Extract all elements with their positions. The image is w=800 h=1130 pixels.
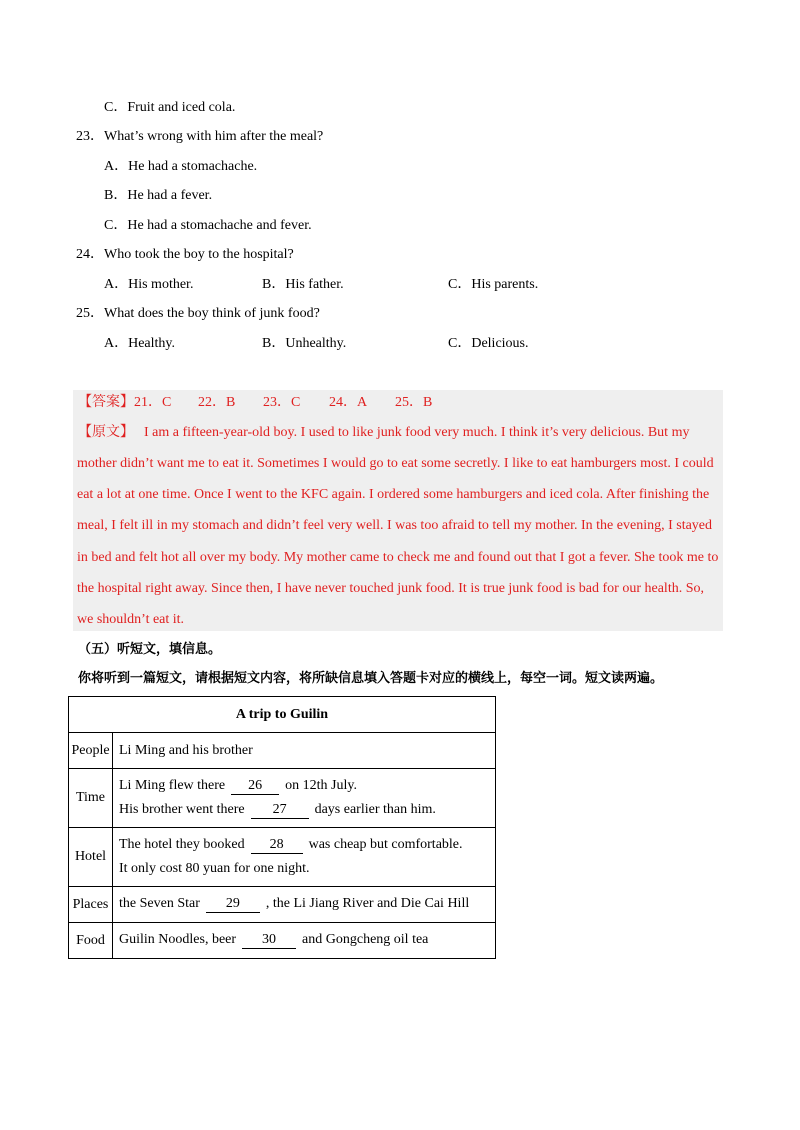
blank-27[interactable]: 27 xyxy=(251,802,309,819)
q23-option-a: A．He had a stomachache. xyxy=(104,159,258,174)
table-row-time xyxy=(69,769,496,828)
q23-stem: 23．What’s wrong with him after the meal? xyxy=(76,129,324,144)
time-label: Time xyxy=(69,769,113,828)
transcript-line-1: I am a fifteen-year-old boy. I used to like junk food very much. I think it’s very delicious. But my xyxy=(144,425,690,440)
blank-28[interactable]: 28 xyxy=(251,837,303,854)
section5-instruction: 你将听到一篇短文，请根据短文内容，将所缺信息填入答题卡对应的横线上，每空一词。短文读两遍。 xyxy=(78,671,664,686)
q24-option-b: B．His father. xyxy=(262,277,344,292)
time-line-2 xyxy=(119,798,489,822)
table-row-people xyxy=(69,733,496,769)
q25-stem: 25．What does the boy think of junk food? xyxy=(76,306,320,321)
food-label: Food xyxy=(69,923,113,959)
transcript-line-4: meal, I felt ill in my stomach and didn’t feel very well. I was too afraid to tell my mother. In the evening, I stayed xyxy=(77,518,713,533)
time-value xyxy=(113,769,496,828)
q22-option-c: C．Fruit and iced cola. xyxy=(104,100,236,115)
q25-option-b: B．Unhealthy. xyxy=(262,336,347,351)
people-label: People xyxy=(69,733,113,769)
answer-22: 22．B xyxy=(198,395,236,410)
food-value xyxy=(113,923,496,959)
hotel-line1-text: The hotel they booked xyxy=(119,837,245,852)
answer-23: 23．C xyxy=(263,395,301,410)
food-suffix: and Gongcheng oil tea xyxy=(302,932,429,947)
q23-option-b: B．He had a fever. xyxy=(104,188,213,203)
table-row-places xyxy=(69,887,496,923)
table-title: A trip to Guilin xyxy=(69,697,496,733)
time-line1-suffix: on 12th July. xyxy=(285,778,357,793)
hotel-label: Hotel xyxy=(69,828,113,887)
q24-stem: 24．Who took the boy to the hospital? xyxy=(76,247,294,262)
answer-row xyxy=(78,394,134,412)
food-text: Guilin Noodles, beer xyxy=(119,932,237,947)
q25-option-c: C．Delicious. xyxy=(448,336,529,351)
table-title-row xyxy=(69,697,496,733)
transcript-line-7: we shouldn’t eat it. xyxy=(77,612,185,627)
answer-label: 【答案】 xyxy=(78,395,134,410)
hotel-line-1 xyxy=(119,833,489,857)
hotel-value xyxy=(113,828,496,887)
hotel-line1-suffix: was cheap but comfortable. xyxy=(308,837,463,852)
places-suffix: , the Li Jiang River and Die Cai Hill xyxy=(265,896,470,911)
table-row-hotel xyxy=(69,828,496,887)
hotel-line-2: It only cost 80 yuan for one night. xyxy=(119,861,310,876)
blank-29[interactable]: 29 xyxy=(206,896,260,913)
q25-option-a: A．Healthy. xyxy=(104,336,176,351)
answer-25: 25．B xyxy=(395,395,433,410)
q24-option-c: C．His parents. xyxy=(448,277,539,292)
q23-option-c: C．He had a stomachache and fever. xyxy=(104,218,312,233)
time-line1-text: Li Ming flew there xyxy=(119,778,226,793)
q24-option-a: A．His mother. xyxy=(104,277,194,292)
transcript-line-5: in bed and felt hot all over my body. My mother came to check me and found out that I got a fever. She took me to xyxy=(77,550,719,565)
time-line2-text: His brother went there xyxy=(119,802,245,817)
answer-21: 21．C xyxy=(134,395,172,410)
time-line-1 xyxy=(119,774,489,798)
section5-title: （五）听短文，填信息。 xyxy=(78,642,222,657)
table-row-food xyxy=(69,923,496,959)
places-value xyxy=(113,887,496,923)
time-line2-suffix: days earlier than him. xyxy=(314,802,436,817)
places-text: the Seven Star xyxy=(119,896,200,911)
blank-30[interactable]: 30 xyxy=(242,932,296,949)
transcript-line-2: mother didn’t want me to eat it. Sometimes I would go to eat some secretly. I like to eat hamburgers most. I could xyxy=(77,456,714,471)
transcript-line-3: eat a lot at one time. Once I went to the KFC again. I ordered some hamburgers and iced cola. After finishing the xyxy=(77,487,710,502)
transcript-line-6: the hospital right away. Since then, I have never touched junk food. It is true junk food is bad for our health. So, xyxy=(77,581,704,596)
trip-table xyxy=(68,696,496,959)
answer-24: 24．A xyxy=(329,395,368,410)
transcript-label: 【原文】 xyxy=(78,425,134,440)
people-value: Li Ming and his brother xyxy=(113,733,496,769)
places-label: Places xyxy=(69,887,113,923)
blank-26[interactable]: 26 xyxy=(231,778,279,795)
